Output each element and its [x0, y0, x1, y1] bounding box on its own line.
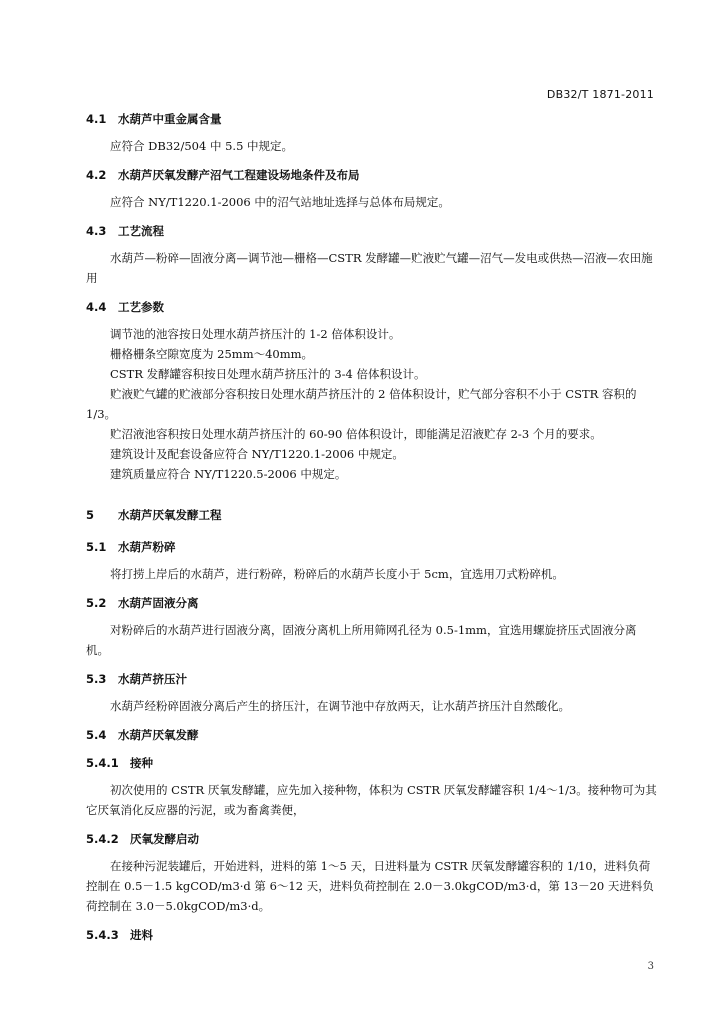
- paragraph: 建筑质量应符合 NY/T1220.5-2006 中规定。: [110, 467, 347, 481]
- document-body: [86, 110, 658, 944]
- page-number: 3: [647, 961, 654, 972]
- paragraph-process-flow: 水葫芦—粉碎—固液分离—调节池—栅格—CSTR 发酵罐—贮液贮气罐—沼气—发电或供热—沼液—农田施用: [86, 251, 653, 285]
- paragraph: 栅格栅条空隙宽度为 25mm～40mm。: [110, 347, 314, 361]
- heading-5-2: 5.2 水葫芦固液分离: [86, 596, 199, 610]
- heading-5-4-3: 5.4.3 进料: [86, 928, 153, 942]
- heading-5: 5 水葫芦厌氧发酵工程: [86, 508, 222, 522]
- heading-4-1: 4.1 水葫芦中重金属含量: [86, 112, 222, 126]
- heading-4-4: 4.4 工艺参数: [86, 300, 164, 314]
- heading-5-3: 5.3 水葫芦挤压汁: [86, 672, 187, 686]
- paragraph: 应符合 DB32/504 中 5.5 中规定。: [110, 139, 294, 153]
- paragraph: 建筑设计及配套设备应符合 NY/T1220.1-2006 中规定。: [110, 447, 404, 461]
- paragraph: 水葫芦经粉碎固液分离后产生的挤压汁，在调节池中存放两天，让水葫芦挤压汁自然酸化。: [110, 699, 570, 713]
- paragraph: 将打捞上岸后的水葫芦，进行粉碎，粉碎后的水葫芦长度小于 5cm，宜选用刀式粉碎机。: [110, 567, 564, 581]
- heading-5-4-2: 5.4.2 厌氧发酵启动: [86, 832, 199, 846]
- paragraph: 调节池的池容按日处理水葫芦挤压汁的 1-2 倍体积设计。: [110, 327, 401, 341]
- paragraph: 贮沼液池容积按日处理水葫芦挤压汁的 60-90 倍体积设计，即能满足沼液贮存 2-3 个月的要求。: [110, 427, 602, 441]
- paragraph: 应符合 NY/T1220.1-2006 中的沼气站地址选择与总体布局规定。: [110, 195, 450, 209]
- heading-5-4-1: 5.4.1 接种: [86, 756, 153, 770]
- standard-code: DB32/T 1871-2011: [546, 88, 654, 101]
- heading-4-3: 4.3 工艺流程: [86, 224, 164, 238]
- heading-5-1: 5.1 水葫芦粉碎: [86, 540, 176, 554]
- paragraph: 贮液贮气罐的贮液部分容积按日处理水葫芦挤压汁的 2 倍体积设计，贮气部分容积不小于 CSTR 容积的 1/3。: [86, 387, 637, 421]
- heading-5-4: 5.4 水葫芦厌氧发酵: [86, 728, 199, 742]
- paragraph: CSTR 发酵罐容积按日处理水葫芦挤压汁的 3-4 倍体积设计。: [110, 367, 426, 381]
- paragraph: 在接种污泥装罐后，开始进料，进料的第 1～5 天，日进料量为 CSTR 厌氧发酵罐容积的 1/10，进料负荷控制在 0.5－1.5 kgCOD/m3·d 第 6～12 天，进料负荷控制在 2.0－3.0kgCOD/m3·d，第 13－20 天进料负荷控制在 3.0－5.0kgCOD/m3·d。: [86, 859, 654, 913]
- heading-4-2: 4.2 水葫芦厌氧发酵产沼气工程建设场地条件及布局: [86, 168, 360, 182]
- paragraph: 对粉碎后的水葫芦进行固液分离，固液分离机上所用筛网孔径为 0.5-1mm，宜选用螺旋挤压式固液分离机。: [86, 623, 637, 657]
- paragraph: 初次使用的 CSTR 厌氧发酵罐，应先加入接种物，体积为 CSTR 厌氧发酵罐容积 1/4～1/3。接种物可为其它厌氧消化反应器的污泥，或为畜禽粪便，: [86, 783, 657, 817]
